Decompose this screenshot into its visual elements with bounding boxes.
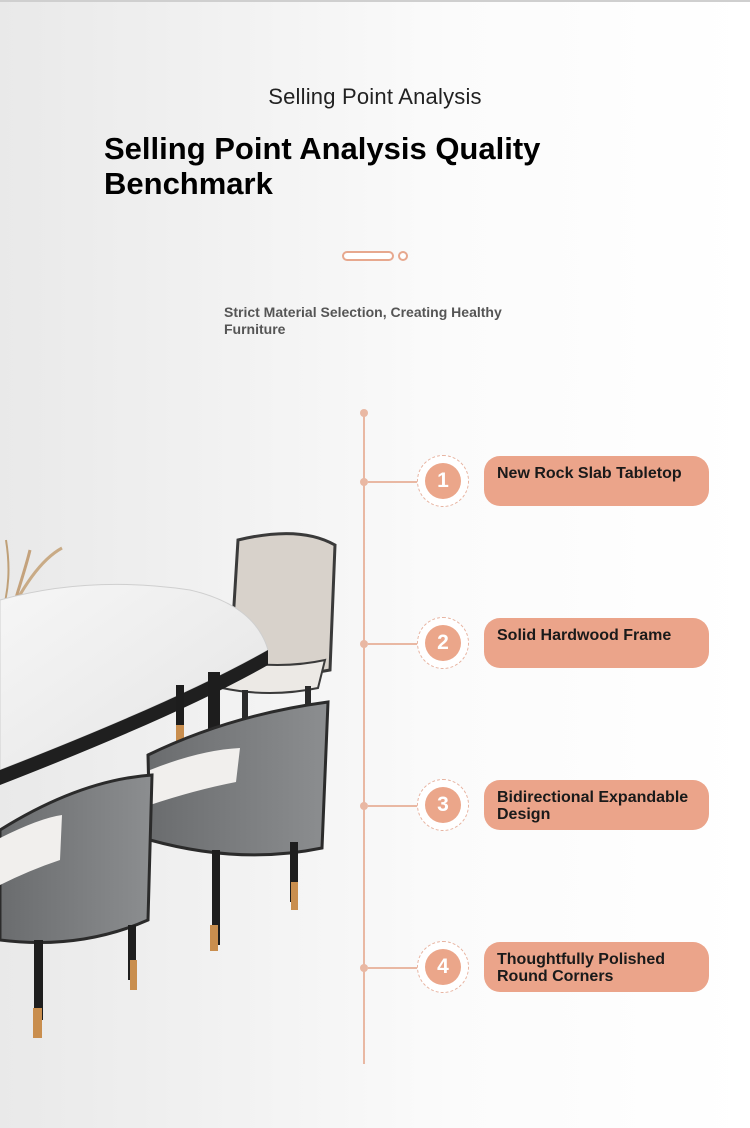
timeline-node [360,478,368,486]
section-subtitle: Selling Point Analysis [268,84,482,109]
timeline-start-dot [360,409,368,417]
feature-label: Solid Hardwood Frame [484,618,709,668]
front-chair-left [0,775,152,1038]
number-badge [417,455,469,507]
timeline-node [360,802,368,810]
timeline-connector [368,805,418,807]
timeline-connector [368,643,418,645]
page-title: Selling Point Analysis Quality Benchmark [104,131,541,201]
timeline-node [360,640,368,648]
top-divider [0,0,750,2]
feature-number: 3 [425,787,461,823]
feature-label: Bidirectional Expandable Design [484,780,709,830]
feature-item [358,455,718,515]
feature-number: 2 [425,625,461,661]
number-badge [417,779,469,831]
number-badge [417,941,469,993]
timeline-connector [368,967,418,969]
feature-label: Thoughtfully Polished Round Corners [484,942,709,992]
number-badge [417,617,469,669]
decorative-divider [342,250,412,262]
divider-dot [398,251,408,261]
timeline-node [360,964,368,972]
feature-label: New Rock Slab Tabletop [484,456,709,506]
feature-item [358,941,718,1001]
feature-item [358,617,718,677]
tagline: Strict Material Selection, Creating Healthy Furniture [224,304,502,337]
feature-number: 4 [425,949,461,985]
divider-pill [342,251,394,261]
feature-item [358,779,718,839]
timeline-connector [368,481,418,483]
feature-number: 1 [425,463,461,499]
dining-set-photo [0,520,340,1050]
front-chair-right [148,702,328,951]
